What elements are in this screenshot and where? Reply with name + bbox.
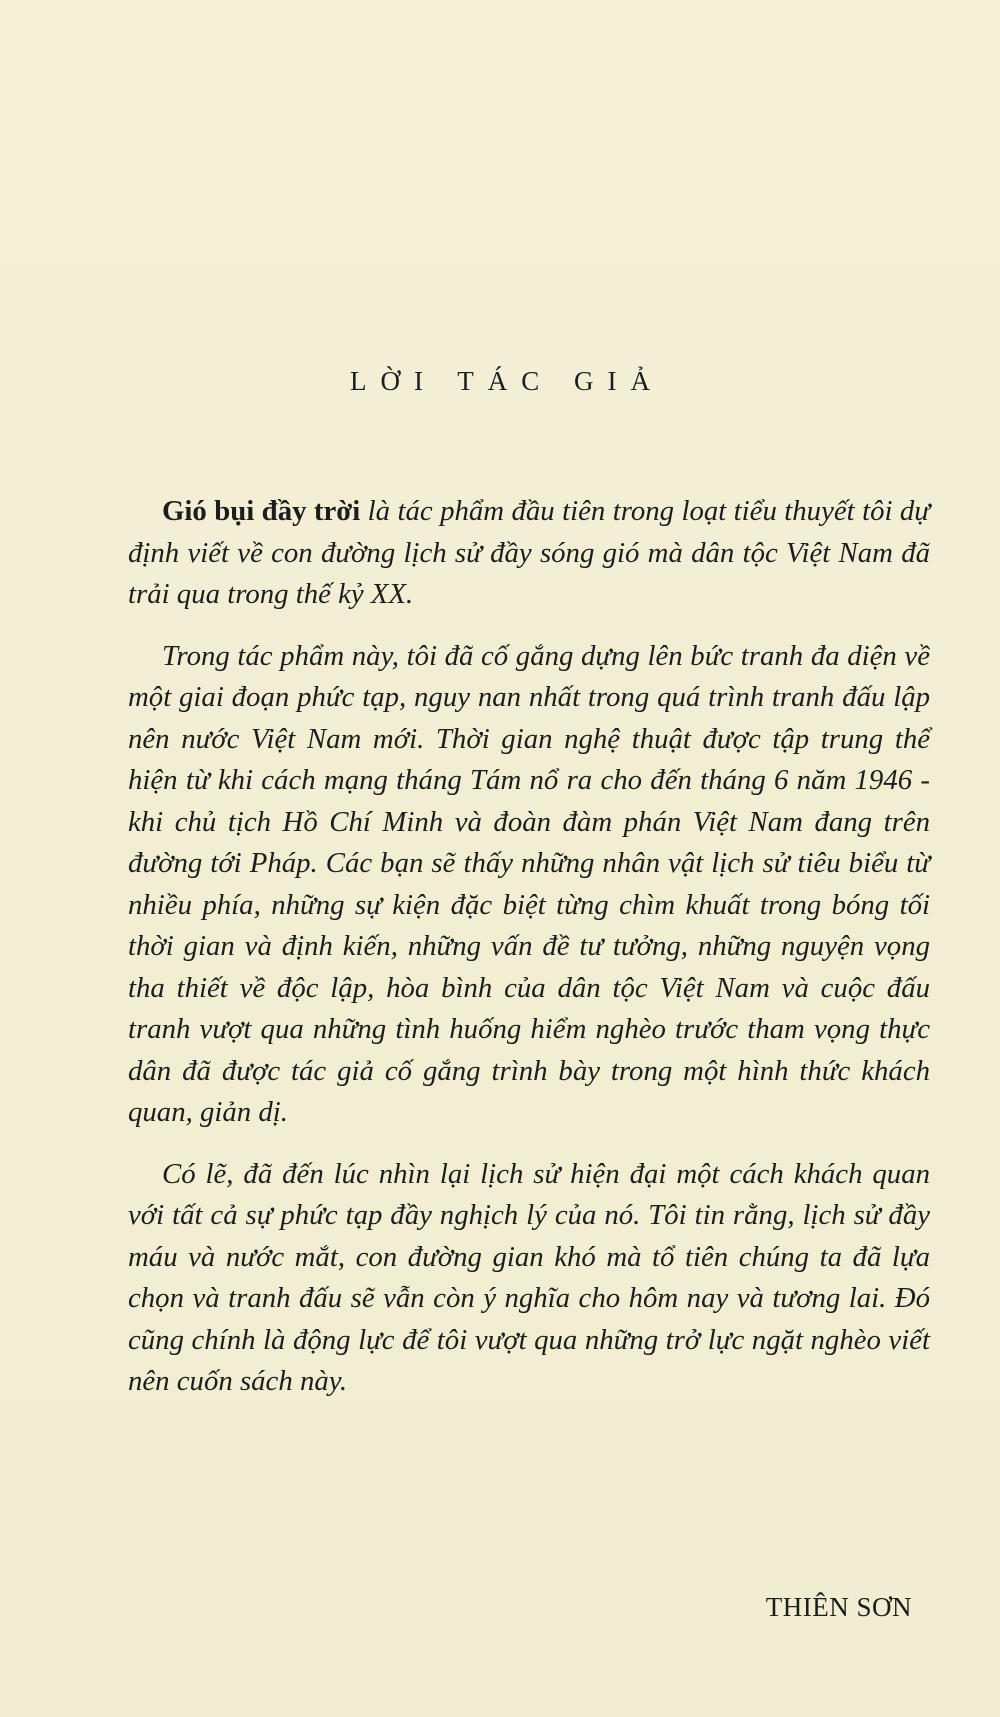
paragraph-1-text: là tác phẩm đầu tiên trong loạt tiểu thuyết tôi dự định viết về con đường lịch sử đầy sóng gió mà dân tộc Việt Nam đã trải qua trong thế kỷ XX. [128,495,930,610]
author-signature: THIÊN SƠN [765,1592,912,1622]
paragraph-2: Trong tác phẩm này, tôi đã cố gắng dựng lên bức tranh đa diện về một giai đoạn phức tạp, nguy nan nhất trong quá trình tranh đấu lập nên nước Việt Nam mới. Thời gian nghệ thuật được tập trung thể hiện từ khi cách mạng tháng Tám nổ ra cho đến tháng 6 năm 1946 - khi chủ tịch Hồ Chí Minh và đoàn đàm phán Việt Nam đang trên đường tới Pháp. Các bạn sẽ thấy những nhân vật lịch sử tiêu biểu từ nhiều phía, những sự kiện đặc biệt từng chìm khuất trong bóng tối thời gian và định kiến, những vấn đề tư tưởng, những nguyện vọng tha thiết về độc lập, hòa bình của dân tộc Việt Nam và cuộc đấu tranh vượt qua những tình huống hiểm nghèo trước tham vọng thực dân đã được tác giả cố gắng trình bày trong một hình thức khách quan, giản dị. [128,639,930,1128]
book-title-lead: Gió bụi đầy trời [162,495,361,527]
preface-body [128,491,930,1423]
page-title: LỜI TÁC GIẢ [350,366,664,397]
paragraph-3: Có lẽ, đã đến lúc nhìn lại lịch sử hiện đại một cách khách quan với tất cả sự phức tạp đầy nghịch lý của nó. Tôi tin rằng, lịch sử đầy máu và nước mắt, con đường gian khó mà tổ tiên chúng ta đã lựa chọn và tranh đấu sẽ vẫn còn ý nghĩa cho hôm nay và tương lai. Đó cũng chính là động lực để tôi vượt qua những trở lực ngặt nghèo viết nên cuốn sách này. [128,1157,930,1397]
paragraph-1 [128,491,930,616]
